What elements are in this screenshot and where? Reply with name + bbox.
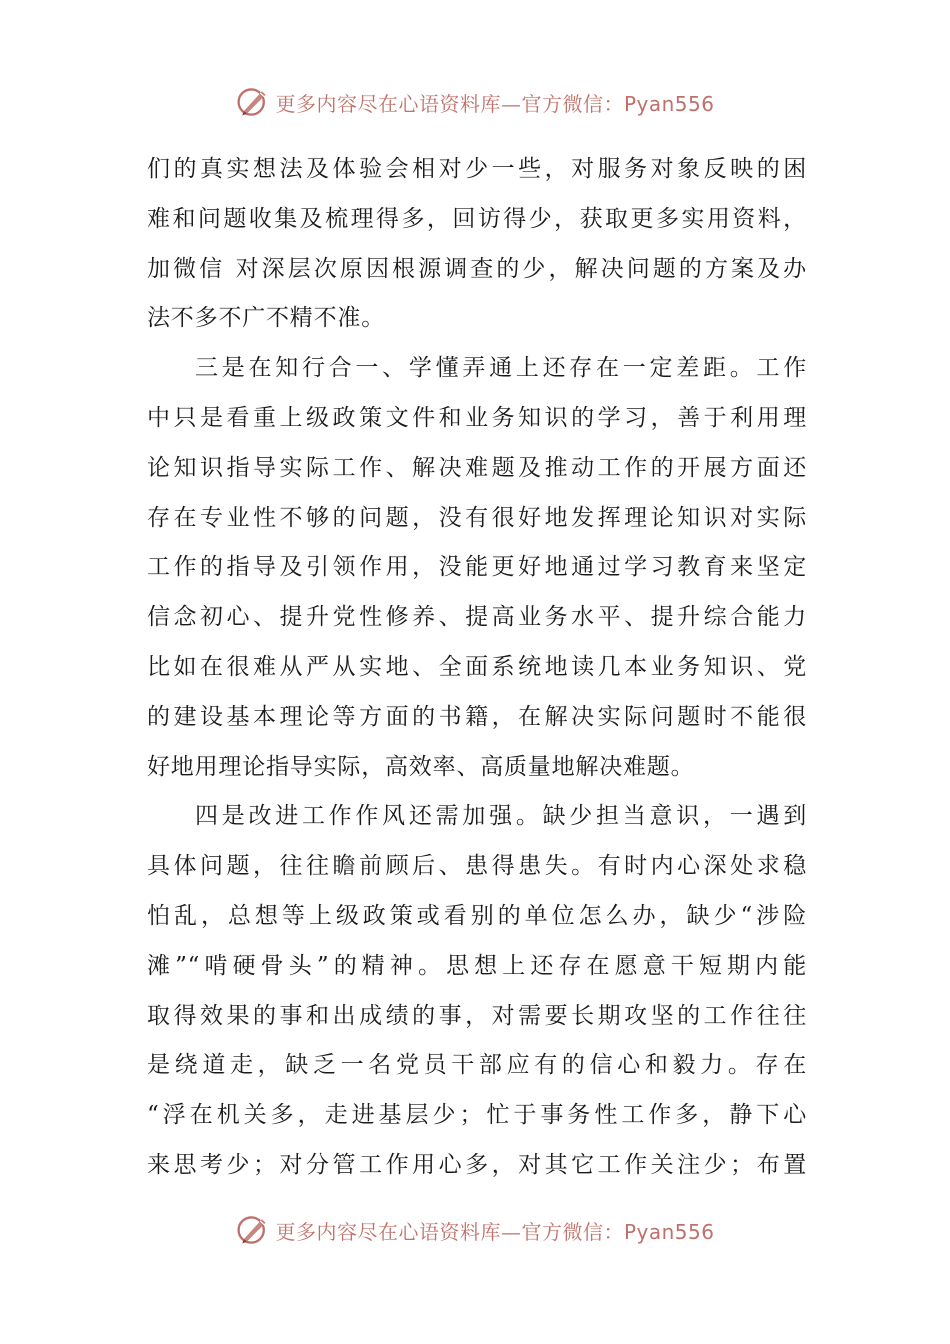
text-line: 法不多不广不精不准。	[147, 305, 385, 332]
header-banner	[0, 82, 950, 122]
paragraph-start-line: 三是在知行合一、学懂弄通上还存在一定差距。工作	[195, 355, 807, 382]
text-line: 怕乱，总想等上级政策或看别的单位怎么办，缺少“涉险	[147, 902, 807, 929]
text-line: 论知识指导实际工作、解决难题及推动工作的开展方面还	[147, 454, 807, 481]
text-line: 来思考少；对分管工作用心多，对其它工作关注少；布置	[147, 1151, 807, 1178]
wechat-id: 官方微信：Pyan556	[521, 91, 715, 116]
text-line: 信念初心、提升党性修养、提高业务水平、提升综合能力	[147, 604, 807, 631]
text-line: 是绕道走，缺乏一名党员干部应有的信心和毅力。存在	[147, 1052, 807, 1079]
document-body	[147, 145, 807, 1191]
pen-logo-icon	[235, 1212, 271, 1248]
wechat-id: 官方微信：Pyan556	[521, 1219, 715, 1244]
banner-text: 更多内容尽在心语资料库—官方微信：Pyan556	[275, 1219, 715, 1244]
footer-banner	[0, 1210, 950, 1250]
text-line: 存在专业性不够的问题，没有很好地发挥理论知识对实际	[147, 504, 807, 531]
text-line: 好地用理论指导实际，高效率、高质量地解决难题。	[147, 753, 695, 780]
text-line: 比如在很难从严从实地、全面系统地读几本业务知识、党	[147, 653, 807, 680]
text-line: 中只是看重上级政策文件和业务知识的学习，善于利用理	[147, 404, 807, 431]
pen-logo-icon	[235, 84, 271, 120]
banner-text: 更多内容尽在心语资料库—官方微信：Pyan556	[275, 91, 715, 116]
text-line: 具体问题，往往瞻前顾后、患得患失。有时内心深处求稳	[147, 853, 807, 880]
paragraph-start-line: 四是改进工作作风还需加强。缺少担当意识，一遇到	[195, 803, 807, 830]
text-line: “浮在机关多，走进基层少；忙于事务性工作多，静下心	[147, 1102, 807, 1129]
text-line: 加微信 对深层次原因根源调查的少，解决问题的方案及办	[147, 255, 807, 282]
text-line: 滩”“啃硬骨头”的精神。思想上还存在愿意干短期内能	[147, 952, 807, 979]
text-line: 们的真实想法及体验会相对少一些，对服务对象反映的困	[147, 156, 807, 182]
text-line: 工作的指导及引领作用，没能更好地通过学习教育来坚定	[147, 554, 807, 581]
text-line: 的建设基本理论等方面的书籍，在解决实际问题时不能很	[147, 703, 807, 730]
text-line: 取得效果的事和出成绩的事，对需要长期攻坚的工作往往	[147, 1002, 807, 1029]
text-line: 难和问题收集及梳理得多，回访得少，获取更多实用资料，	[147, 205, 807, 232]
